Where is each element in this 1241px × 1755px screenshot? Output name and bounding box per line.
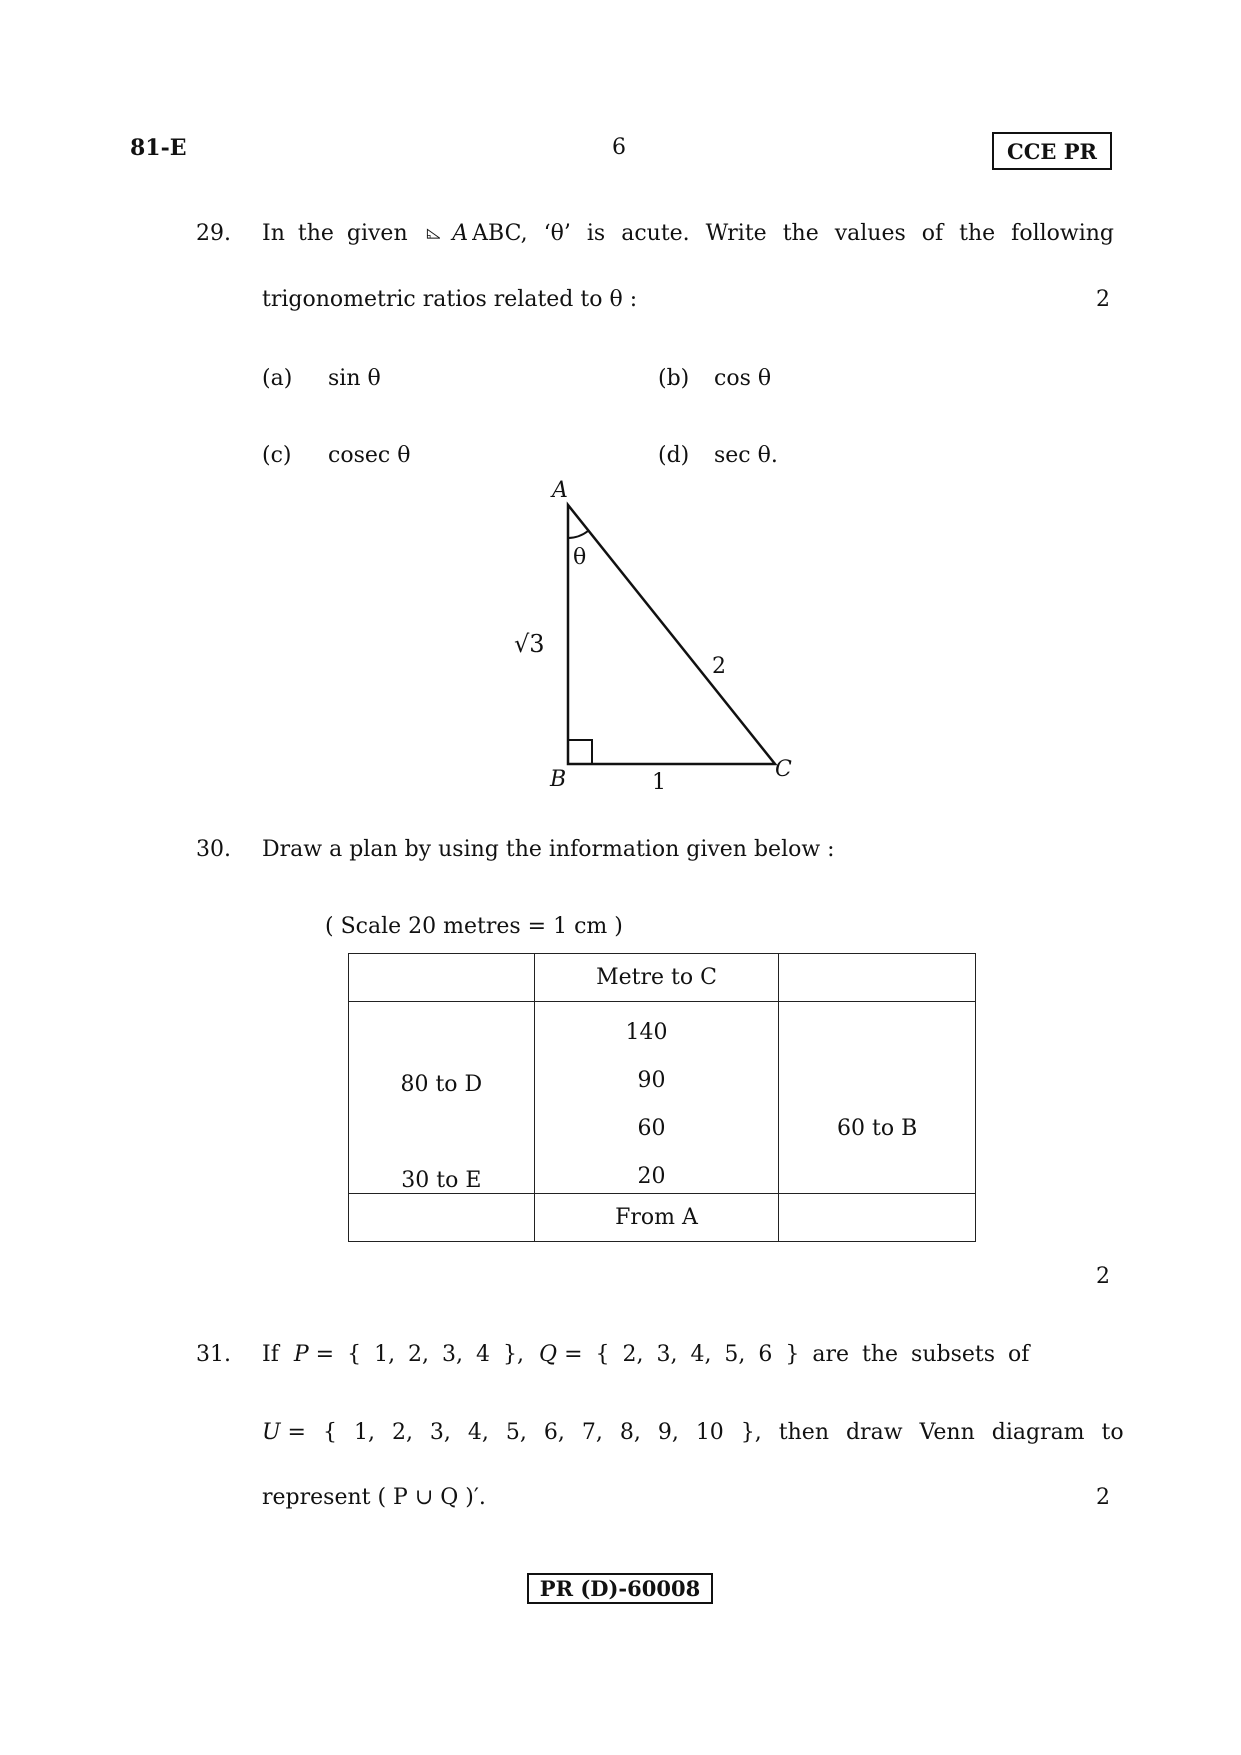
table-cell-left (349, 1002, 535, 1194)
q29-option-a-label: (a) (262, 366, 293, 391)
distance-value: 90 (637, 1068, 666, 1093)
triangle-symbol-icon (426, 222, 441, 246)
q30-text: Draw a plan by using the information given below : (262, 837, 835, 862)
table-cell-right: 60 to B (779, 1002, 976, 1194)
q30-number: 30. (196, 837, 231, 862)
angle-theta-label: θ (573, 545, 587, 570)
header-badge: CCE PR (992, 132, 1112, 170)
q31-line1 (262, 1342, 1029, 1367)
table-cell-bottom: From A (534, 1194, 779, 1242)
q29-line2: trigonometric ratios related to θ : (262, 287, 638, 312)
side-ac-label: 2 (712, 654, 726, 679)
vertex-b-label: B (550, 767, 567, 792)
q29-number: 29. (196, 221, 231, 246)
q31-number: 31. (196, 1342, 231, 1367)
q29-option-a-text: sin θ (328, 366, 381, 391)
table-cell (779, 954, 976, 1002)
vertex-a-label: A (552, 478, 568, 503)
q29-option-d-text: sec θ. (714, 443, 778, 468)
offset-d: 80 to D (400, 1072, 483, 1097)
set-u-symbol: U (262, 1420, 281, 1445)
q31-line3: represent ( P ∪ Q )′. (262, 1485, 486, 1510)
paper-code: 81-E (130, 135, 187, 161)
q29-option-c-text: cosec θ (328, 443, 411, 468)
q29-option-c-label: (c) (262, 443, 292, 468)
distance-value: 140 (625, 1020, 668, 1045)
q30-scale: ( Scale 20 metres = 1 cm ) (325, 914, 623, 939)
distance-value: 60 (637, 1116, 666, 1141)
offset-e: 30 to E (401, 1168, 482, 1193)
vertex-c-label: C (775, 757, 792, 782)
set-q-symbol: Q (539, 1342, 558, 1367)
q29-option-d-label: (d) (658, 443, 690, 468)
q29-line1: In the given A ABC, ‘θ’ is acute. Write the values of the following (262, 221, 1114, 246)
q31-marks: 2 (1096, 1485, 1110, 1510)
table-cell-top: Metre to C (534, 954, 779, 1002)
set-p-definition: = { 1, 2, 3, 4 }, (315, 1342, 525, 1367)
q29-line1-b: ABC, ‘θ’ is acute. Write the values of the following (472, 221, 1114, 246)
set-p-symbol: P (293, 1342, 309, 1367)
q30-marks: 2 (1096, 1264, 1110, 1289)
angle-theta-arc (568, 531, 588, 538)
side-ab-label: √3 (514, 630, 545, 658)
q29-option-b-text: cos θ (714, 366, 772, 391)
table-cell-middle (534, 1002, 779, 1194)
set-u-definition: = { 1, 2, 3, 4, 5, 6, 7, 8, 9, 10 }, then draw Venn diagram to (287, 1420, 1124, 1445)
q29-line1-a: In the given (262, 221, 408, 246)
side-bc-label: 1 (652, 770, 666, 795)
table-cell (349, 1194, 535, 1242)
footer-code: PR (D)-60008 (527, 1573, 713, 1604)
set-q-definition: = { 2, 3, 4, 5, 6 } are the subsets of (564, 1342, 1030, 1367)
triangle-figure (500, 470, 830, 800)
page-number: 6 (612, 135, 626, 160)
q29-option-b-label: (b) (658, 366, 690, 391)
table-cell (349, 954, 535, 1002)
triangle-abc (568, 505, 775, 764)
plan-table (348, 953, 976, 1242)
table-cell (779, 1194, 976, 1242)
q31-line1-a: If (262, 1342, 279, 1367)
distance-value: 20 (637, 1164, 666, 1189)
q29-marks: 2 (1096, 287, 1110, 312)
right-angle-marker (568, 740, 592, 764)
q31-line2 (262, 1420, 1124, 1445)
